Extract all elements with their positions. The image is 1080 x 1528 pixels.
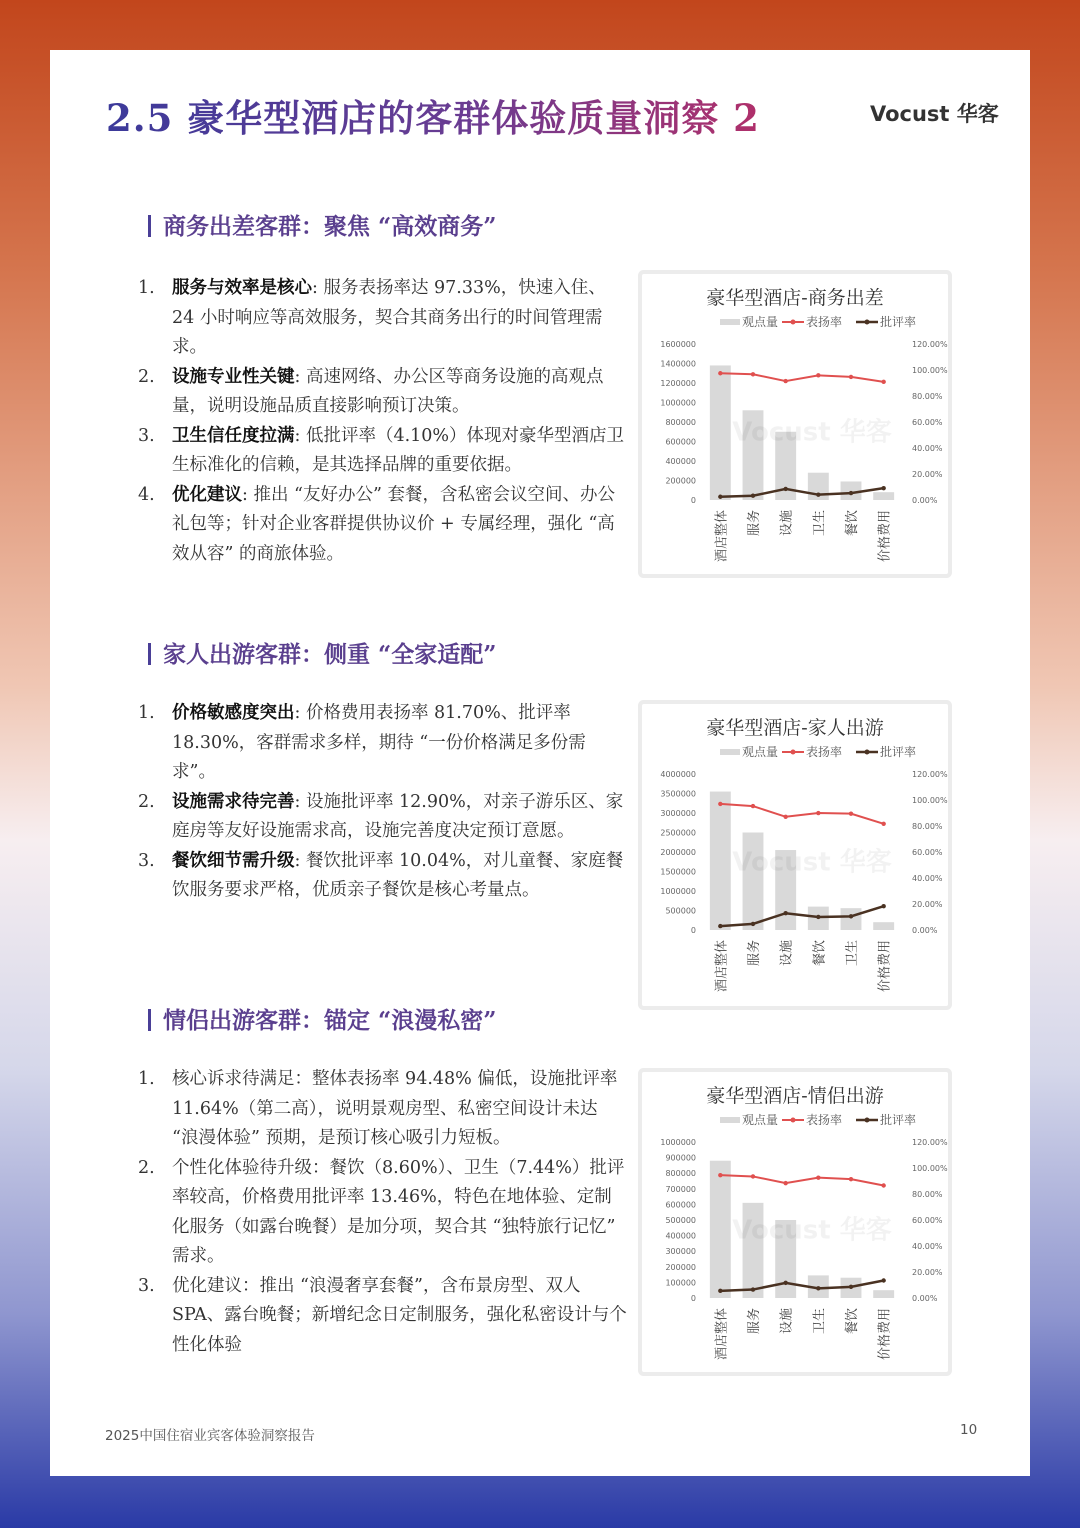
- chart-title: 豪华型酒店-家人出游: [706, 717, 884, 739]
- point-praise: [783, 815, 787, 819]
- point-praise: [816, 1175, 820, 1179]
- y-tick-label: 3500000: [660, 789, 696, 799]
- x-tick-label: 价格费用: [877, 940, 893, 993]
- legend-swatch-views: [720, 1117, 740, 1123]
- y2-tick-label: 60.00%: [912, 418, 943, 427]
- x-tick-label: 服务: [747, 510, 762, 537]
- watermark: Vocust 华客: [732, 1215, 892, 1246]
- x-tick-label: 服务: [747, 1308, 762, 1335]
- y-tick-label: 600000: [665, 437, 696, 447]
- point-praise: [751, 372, 755, 376]
- y-tick-label: 4000000: [660, 770, 696, 779]
- point-criticism: [881, 904, 885, 908]
- y-tick-label: 0: [690, 1294, 696, 1303]
- point-criticism: [881, 486, 885, 490]
- page-number: 10: [960, 1422, 978, 1438]
- point-criticism: [816, 492, 820, 496]
- x-tick-label: 设施: [779, 1308, 795, 1335]
- x-tick-label: 设施: [779, 940, 795, 967]
- chart-couple-card: [642, 1072, 948, 1372]
- y2-tick-label: 100.00%: [912, 366, 948, 375]
- y-tick-label: 700000: [665, 1184, 696, 1194]
- y2-tick-label: 0.00%: [912, 926, 938, 935]
- y-tick-label: 400000: [665, 457, 696, 466]
- chart-couple: [642, 1072, 948, 1372]
- y-tick-label: 300000: [665, 1247, 696, 1257]
- line-praise: [720, 804, 883, 824]
- section-heading-couple: 情侣出游客群：锚定 “浪漫私密”: [148, 1002, 496, 1035]
- x-tick-label: 餐饮: [812, 940, 828, 967]
- y2-tick-label: 40.00%: [912, 874, 943, 883]
- y-tick-label: 100000: [665, 1278, 696, 1288]
- point-praise: [816, 373, 820, 377]
- y-tick-label: 500000: [665, 1216, 696, 1225]
- point-criticism: [881, 1278, 885, 1282]
- legend-swatch-views: [720, 749, 740, 755]
- chart-title: 豪华型酒店-情侣出游: [706, 1085, 884, 1107]
- page-title: 2.5 豪华型酒店的客群体验质量洞察 2: [106, 88, 760, 142]
- y-tick-label: 1500000: [660, 867, 696, 877]
- x-tick-label: 服务: [747, 940, 762, 967]
- y-tick-label: 1000000: [660, 1138, 696, 1147]
- point-praise: [881, 380, 885, 384]
- legend-label-criticism: 批评率: [880, 745, 917, 759]
- legend-label-praise: 表扬率: [806, 315, 843, 329]
- y2-tick-label: 0.00%: [912, 1294, 938, 1303]
- list-item: 4. 优化建议: 推出 “友好办公” 套餐，含私密会议空间、办公礼包等；针对企业客群提供协议价 + 专属经理，强化 “高效从容” 的商旅体验。: [138, 484, 615, 564]
- x-tick-label: 卫生: [812, 1308, 828, 1335]
- heading-bar: [148, 1009, 151, 1031]
- y-tick-label: 1000000: [660, 887, 696, 896]
- point-criticism: [783, 1281, 787, 1285]
- y2-tick-label: 40.00%: [912, 444, 943, 453]
- list-item: 3. 优化建议：推出 “浪漫奢享套餐”，含布景房型、双人 SPA、露台晚餐；新增纪念日定制服务，强化私密设计与个性化体验: [138, 1275, 627, 1355]
- heading-bar: [148, 643, 151, 665]
- point-praise: [718, 371, 722, 375]
- list-item: 1. 核心诉求待满足：整体表扬率 94.48% 偏低，设施批评率 11.64%（第二高），说明景观房型、私密空间设计未达 “浪漫体验” 预期，是预订核心吸引力短板。: [138, 1069, 618, 1148]
- point-criticism: [718, 495, 722, 499]
- family-points-list: [138, 699, 628, 906]
- y2-tick-label: 100.00%: [912, 796, 948, 805]
- y2-tick-label: 120.00%: [912, 1138, 948, 1147]
- x-tick-label: 酒店整体: [714, 940, 730, 993]
- legend-swatch-views: [720, 319, 740, 325]
- chart-family: [642, 704, 948, 1006]
- legend-label-views: 观点量: [742, 1113, 779, 1127]
- y-tick-label: 1400000: [660, 359, 696, 369]
- legend-label-views: 观点量: [742, 745, 779, 759]
- point-praise: [849, 1177, 853, 1181]
- y-tick-label: 400000: [665, 1231, 696, 1241]
- legend-marker-criticism: [865, 1118, 870, 1123]
- line-praise: [720, 1175, 883, 1185]
- footer-report-name: 2025中国住宿业宾客体验洞察报告: [105, 1428, 315, 1444]
- y-tick-label: 800000: [665, 1169, 696, 1179]
- point-criticism: [783, 911, 787, 915]
- legend-label-praise: 表扬率: [806, 745, 843, 759]
- chart-family-card: [642, 704, 948, 1006]
- legend-marker-criticism: [865, 750, 870, 755]
- point-criticism: [718, 924, 722, 928]
- list-item: 2. 设施需求待完善: 设施批评率 12.90%，对亲子游乐区、家庭房等友好设施需求高，设施完善度决定预订意愿。: [138, 791, 624, 841]
- bar-views: [710, 365, 731, 500]
- bar-views: [873, 1290, 894, 1298]
- bar-views: [873, 922, 894, 930]
- y-tick-label: 200000: [665, 476, 696, 486]
- legend-label-views: 观点量: [742, 315, 779, 329]
- heading-bar: [148, 215, 151, 237]
- point-criticism: [783, 487, 787, 491]
- y-tick-label: 200000: [665, 1262, 696, 1272]
- section-heading-business: 商务出差客群：聚焦 “高效商务”: [148, 208, 496, 241]
- point-praise: [751, 1174, 755, 1178]
- point-praise: [783, 379, 787, 383]
- y-tick-label: 0: [690, 926, 696, 935]
- y-tick-label: 0: [690, 496, 696, 505]
- point-praise: [751, 804, 755, 808]
- legend-marker-praise: [791, 750, 796, 755]
- x-tick-label: 餐饮: [845, 1308, 860, 1335]
- y-tick-label: 1200000: [660, 379, 696, 388]
- y-tick-label: 800000: [665, 418, 696, 427]
- legend-label-praise: 表扬率: [806, 1113, 843, 1127]
- point-praise: [849, 811, 853, 815]
- x-tick-label: 酒店整体: [714, 510, 730, 563]
- bar-views: [710, 1161, 731, 1298]
- point-criticism: [816, 915, 820, 919]
- business-points-list: [138, 274, 628, 569]
- legend-label-criticism: 批评率: [880, 1113, 917, 1127]
- line-praise: [720, 373, 883, 382]
- y2-tick-label: 0.00%: [912, 496, 938, 505]
- legend-marker-praise: [791, 320, 796, 325]
- bar-views: [841, 481, 862, 500]
- x-tick-label: 卫生: [845, 940, 860, 967]
- point-criticism: [718, 1289, 722, 1293]
- y2-tick-label: 20.00%: [912, 470, 943, 479]
- y-tick-label: 900000: [665, 1153, 696, 1163]
- y-tick-label: 3000000: [660, 809, 696, 818]
- y2-tick-label: 120.00%: [912, 770, 948, 779]
- point-praise: [881, 822, 885, 826]
- y-tick-label: 2000000: [660, 848, 696, 857]
- x-tick-label: 餐饮: [845, 510, 860, 537]
- y2-tick-label: 100.00%: [912, 1164, 948, 1173]
- list-item: 3. 餐饮细节需升级: 餐饮批评率 10.04%，对儿童餐、家庭餐饮服务要求严格，优质亲子餐饮是核心考量点。: [138, 850, 624, 900]
- chart-business-card: [642, 274, 948, 574]
- chart-business: [642, 274, 948, 574]
- point-criticism: [751, 1287, 755, 1291]
- y-tick-label: 600000: [665, 1200, 696, 1210]
- y2-tick-label: 20.00%: [912, 1268, 943, 1277]
- list-item: 1. 服务与效率是核心: 服务表扬率达 97.33%，快速入住、24 小时响应等高效服务，契合其商务出行的时间管理需求。: [138, 278, 606, 357]
- point-praise: [718, 802, 722, 806]
- point-criticism: [849, 491, 853, 495]
- couple-points-list: [138, 1065, 628, 1360]
- x-tick-label: 价格费用: [877, 510, 893, 563]
- point-criticism: [849, 914, 853, 918]
- x-tick-label: 酒店整体: [714, 1308, 730, 1361]
- list-item: 1. 价格敏感度突出: 价格费用表扬率 81.70%、批评率 18.30%，客群需求多样，期待 “一份价格满足多份需求”。: [138, 703, 586, 782]
- point-praise: [881, 1183, 885, 1187]
- section-heading-family: 家人出游客群：侧重 “全家适配”: [148, 636, 496, 669]
- report-page: [50, 50, 1030, 1476]
- y2-tick-label: 20.00%: [912, 900, 943, 909]
- point-criticism: [849, 1285, 853, 1289]
- point-praise: [718, 1173, 722, 1177]
- y-tick-label: 1000000: [660, 398, 696, 408]
- list-item: 2. 个性化体验待升级：餐饮（8.60%）、卫生（7.44%）批评率较高，价格费用批评率 13.46%，特色在地体验、定制化服务（如露台晚餐）是加分项，契合其 “独特旅行记忆” 需求。: [138, 1157, 625, 1266]
- x-tick-label: 设施: [779, 510, 795, 537]
- y2-tick-label: 60.00%: [912, 1216, 943, 1225]
- bar-views: [873, 492, 894, 500]
- y2-tick-label: 40.00%: [912, 1242, 943, 1251]
- watermark: Vocust 华客: [732, 847, 892, 878]
- point-criticism: [751, 494, 755, 498]
- legend-label-criticism: 批评率: [880, 315, 917, 329]
- y2-tick-label: 80.00%: [912, 392, 943, 401]
- point-criticism: [751, 922, 755, 926]
- y-tick-label: 2500000: [660, 828, 696, 838]
- bar-views: [841, 908, 862, 930]
- legend-marker-praise: [791, 1118, 796, 1123]
- x-tick-label: 卫生: [812, 510, 828, 537]
- point-criticism: [816, 1286, 820, 1290]
- list-item: 3. 卫生信任度拉满: 低批评率（4.10%）体现对豪华型酒店卫生标准化的信赖，是其选择品牌的重要依据。: [138, 425, 625, 475]
- watermark: Vocust 华客: [732, 417, 892, 448]
- x-tick-label: 价格费用: [877, 1308, 893, 1361]
- y2-tick-label: 60.00%: [912, 848, 943, 857]
- y-tick-label: 1600000: [660, 340, 696, 349]
- y-tick-label: 500000: [665, 906, 696, 916]
- brand-logo: Vocust 华客: [870, 102, 999, 126]
- point-praise: [816, 811, 820, 815]
- y2-tick-label: 120.00%: [912, 340, 948, 349]
- list-item: 2. 设施专业性关键: 高速网络、办公区等商务设施的高观点量，说明设施品质直接影响预订决策。: [138, 366, 604, 416]
- point-praise: [849, 375, 853, 379]
- legend-marker-criticism: [865, 320, 870, 325]
- y2-tick-label: 80.00%: [912, 1190, 943, 1199]
- bar-views: [710, 792, 731, 930]
- point-praise: [783, 1181, 787, 1185]
- chart-title: 豪华型酒店-商务出差: [706, 287, 884, 309]
- y2-tick-label: 80.00%: [912, 822, 943, 831]
